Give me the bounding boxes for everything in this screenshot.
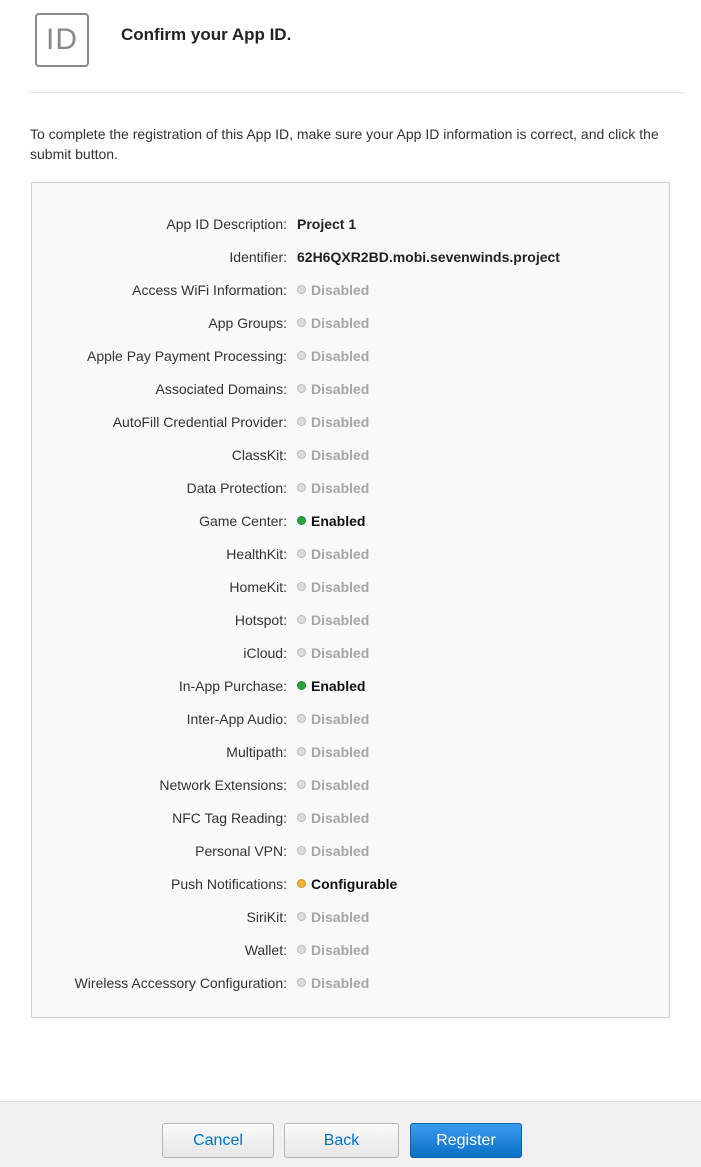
status-dot-icon	[297, 747, 306, 756]
capability-row	[32, 537, 669, 570]
status-dot-icon	[297, 846, 306, 855]
capability-value	[297, 942, 369, 958]
capability-value	[297, 414, 369, 430]
capability-value	[297, 447, 369, 463]
status-dot-icon	[297, 945, 306, 954]
capability-row	[32, 306, 669, 339]
capability-label: SiriKit:	[246, 908, 287, 925]
capability-value	[297, 909, 369, 925]
capability-status: Disabled	[311, 908, 370, 925]
status-dot-icon	[297, 912, 306, 921]
capability-value	[297, 810, 369, 826]
capability-status: Disabled	[311, 776, 370, 793]
capability-value	[297, 282, 369, 298]
capability-label: In-App Purchase:	[178, 677, 287, 694]
capability-label: Wireless Accessory Configuration:	[74, 974, 287, 991]
capability-value	[297, 777, 369, 793]
status-dot-icon	[297, 681, 306, 690]
capability-row	[32, 405, 669, 438]
status-dot-icon	[297, 384, 306, 393]
capability-value	[297, 612, 369, 628]
detail-value: Project 1	[297, 215, 357, 232]
footer-bar	[0, 1101, 701, 1167]
capability-value	[297, 843, 369, 859]
status-dot-icon	[297, 516, 306, 525]
status-dot-icon	[297, 714, 306, 723]
capability-label: HealthKit:	[226, 545, 287, 562]
status-dot-icon	[297, 483, 306, 492]
capability-label: Personal VPN:	[195, 842, 287, 859]
back-button[interactable]: Back	[284, 1123, 399, 1158]
capability-status: Disabled	[311, 710, 370, 727]
status-dot-icon	[297, 285, 306, 294]
capability-value	[297, 645, 369, 661]
capability-value	[297, 348, 369, 364]
capability-value	[297, 711, 369, 727]
capability-status: Disabled	[311, 809, 370, 826]
capability-status: Disabled	[311, 842, 370, 859]
capability-status: Configurable	[311, 875, 398, 892]
capability-row	[32, 966, 669, 999]
capability-status: Disabled	[311, 743, 370, 760]
capability-label: Associated Domains:	[155, 380, 287, 397]
capability-label: Push Notifications:	[171, 875, 287, 892]
capability-status: Disabled	[311, 479, 370, 496]
capability-status: Disabled	[311, 545, 370, 562]
status-dot-icon	[297, 615, 306, 624]
capability-row	[32, 471, 669, 504]
capability-row	[32, 768, 669, 801]
detail-row-description	[32, 207, 669, 240]
capability-value	[297, 975, 369, 991]
intro-text: To complete the registration of this App ID, make sure your App ID information is correct, and click the submit button.	[30, 126, 659, 162]
capability-label: Inter-App Audio:	[186, 710, 287, 727]
capability-label: ClassKit:	[231, 446, 287, 463]
capability-label: Hotspot:	[234, 611, 287, 628]
capability-value	[297, 678, 365, 694]
capability-label: Network Extensions:	[159, 776, 287, 793]
capability-status: Enabled	[311, 677, 366, 694]
capability-row	[32, 933, 669, 966]
capability-status: Disabled	[311, 941, 370, 958]
capability-status: Disabled	[311, 380, 370, 397]
status-dot-icon	[297, 978, 306, 987]
status-dot-icon	[297, 582, 306, 591]
page-title: Confirm your App ID.	[121, 25, 292, 44]
capability-status: Disabled	[311, 644, 370, 661]
capability-value	[297, 579, 369, 595]
status-dot-icon	[297, 813, 306, 822]
capability-row	[32, 570, 669, 603]
details-panel	[31, 182, 670, 1018]
header	[30, 0, 685, 93]
detail-row-identifier	[32, 240, 669, 273]
capability-label: NFC Tag Reading:	[172, 809, 287, 826]
capability-label: iCloud:	[243, 644, 287, 661]
capability-row	[32, 801, 669, 834]
capability-row	[32, 669, 669, 702]
capability-row	[32, 339, 669, 372]
capability-status: Disabled	[311, 281, 370, 298]
cancel-button[interactable]: Cancel	[162, 1123, 274, 1158]
status-dot-icon	[297, 417, 306, 426]
capability-label: AutoFill Credential Provider:	[112, 413, 287, 430]
capability-status: Enabled	[311, 512, 366, 529]
capability-row	[32, 372, 669, 405]
capability-status: Disabled	[311, 413, 370, 430]
capability-label: Apple Pay Payment Processing:	[87, 347, 287, 364]
capability-value	[297, 315, 369, 331]
status-dot-icon	[297, 879, 306, 888]
capability-row	[32, 834, 669, 867]
capability-value	[297, 381, 369, 397]
capability-label: Game Center:	[199, 512, 287, 529]
capability-status: Disabled	[311, 446, 370, 463]
status-dot-icon	[297, 351, 306, 360]
capability-value	[297, 744, 369, 760]
status-dot-icon	[297, 648, 306, 657]
capability-value	[297, 876, 397, 892]
capability-value	[297, 480, 369, 496]
capability-status: Disabled	[311, 611, 370, 628]
register-button[interactable]: Register	[410, 1123, 522, 1158]
capability-label: HomeKit:	[229, 578, 287, 595]
status-dot-icon	[297, 549, 306, 558]
capability-row	[32, 438, 669, 471]
capability-label: App Groups:	[208, 314, 287, 331]
capability-row	[32, 603, 669, 636]
capability-label: Access WiFi Information:	[132, 281, 287, 298]
capability-row	[32, 273, 669, 306]
capability-status: Disabled	[311, 578, 370, 595]
capability-value	[297, 546, 369, 562]
capability-status: Disabled	[311, 314, 370, 331]
detail-label: App ID Description:	[166, 215, 287, 232]
capability-label: Multipath:	[226, 743, 287, 760]
details-list	[32, 207, 669, 999]
capability-row	[32, 636, 669, 669]
status-dot-icon	[297, 780, 306, 789]
capability-row	[32, 702, 669, 735]
capability-status: Disabled	[311, 974, 370, 991]
capability-row	[32, 504, 669, 537]
capability-row	[32, 867, 669, 900]
status-dot-icon	[297, 450, 306, 459]
capability-row	[32, 900, 669, 933]
detail-value: 62H6QXR2BD.mobi.sevenwinds.project	[297, 248, 560, 265]
capability-label: Data Protection:	[186, 479, 287, 496]
status-dot-icon	[297, 318, 306, 327]
capability-row	[32, 735, 669, 768]
detail-label: Identifier:	[229, 248, 287, 265]
capability-value	[297, 513, 365, 529]
capability-status: Disabled	[311, 347, 370, 364]
capability-label: Wallet:	[244, 941, 287, 958]
app-id-icon: ID	[35, 13, 89, 67]
